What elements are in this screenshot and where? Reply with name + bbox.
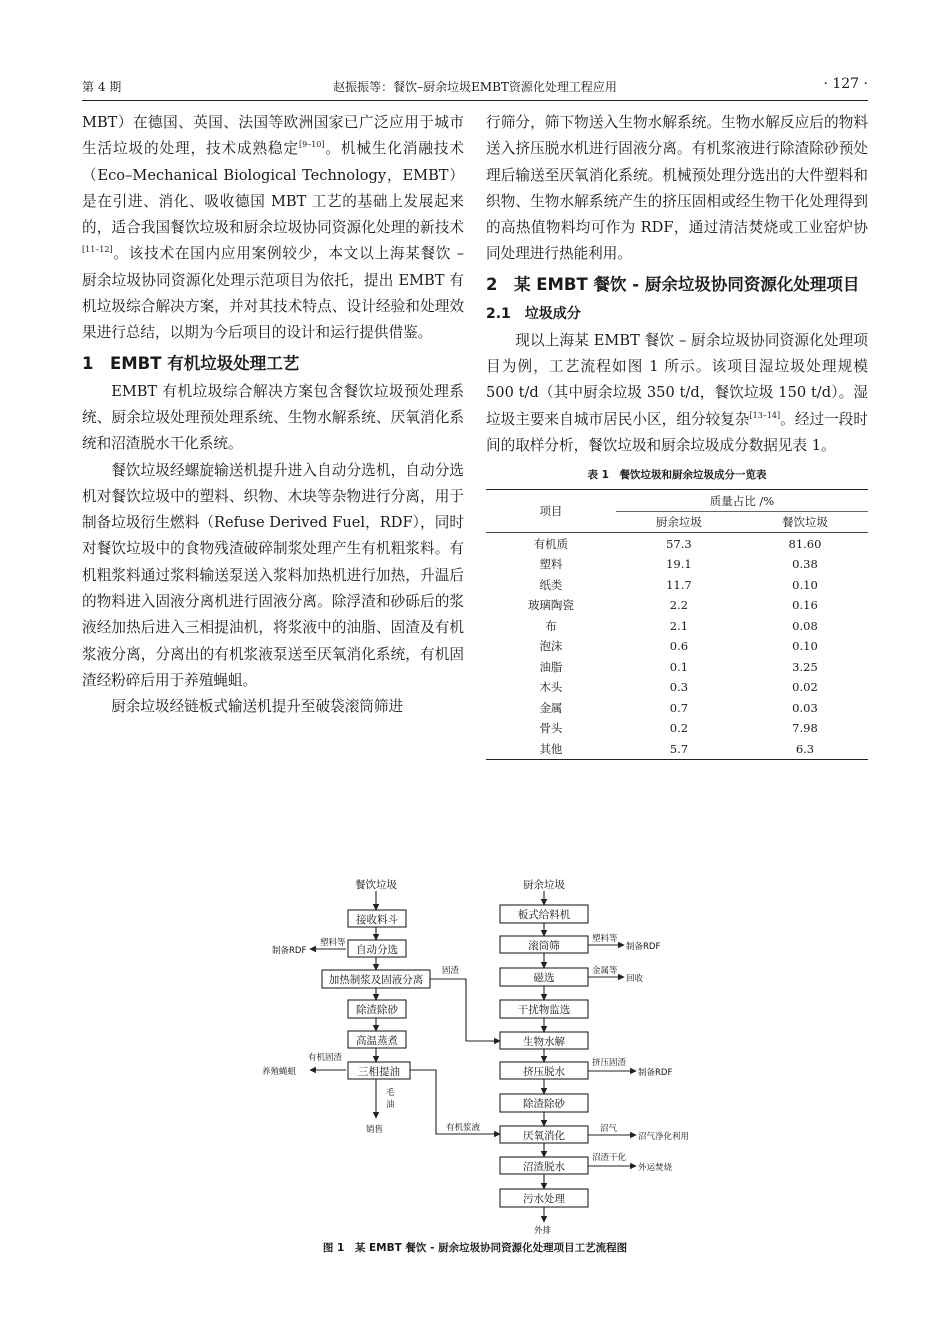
box-text: 接收料斗 (356, 914, 398, 926)
box-text: 滚筒筛 (528, 940, 560, 952)
label-press-solid: 挤压固渣 (592, 1058, 627, 1068)
cell-item: 泡沫 (539, 639, 563, 654)
label-rdf-right-1: 制备RDF (626, 942, 661, 952)
cell-item: 木头 (539, 680, 563, 695)
box-text: 加热制浆及固液分离 (328, 974, 424, 986)
composition-table (486, 489, 868, 760)
cell-item: 布 (545, 618, 557, 633)
cell-item: 金属 (539, 700, 563, 715)
box-text: 板式给料机 (517, 909, 571, 921)
cell-food: 3.25 (792, 659, 818, 674)
cell-food: 0.38 (792, 557, 818, 572)
cell-kitchen: 11.7 (666, 577, 692, 592)
cell-kitchen: 2.2 (669, 598, 689, 613)
table-row (486, 636, 868, 657)
cell-item: 玻璃陶瓷 (527, 598, 574, 613)
cell-food: 81.60 (788, 536, 822, 551)
label-discharge: 外排 (534, 1226, 552, 1236)
paragraph-composition (486, 328, 868, 459)
text-span: 。机械生化消融技术（Eco–Mechanical Biological Technology，EMBT）是在引进、消化、吸收德国 MBT 工艺的基础上发展起来的，适合我国餐饮垃圾和厨余垃圾协同资源化处理的新技术 (82, 140, 464, 237)
box-text: 除渣除砂 (523, 1098, 565, 1110)
paragraph-kitchen-waste-cont: 行筛分，筛下物送入生物水解系统。生物水解反应后的物料送入挤压脱水机进行固液分离。有机浆液进行除渣除砂预处理后输送至厌氧消化系统。机械预处理分选出的大件塑料和织物、生物水解系统产生的挤压固相或经生物干化处理得到的高热值物料均可作为 RDF，通过清洁焚烧或工业窑炉协同处理进行热能利用。 (486, 114, 868, 263)
cell-item: 其他 (486, 738, 616, 759)
running-title: 赵振振等：餐饮–厨余垃圾EMBT资源化处理工程应用 (333, 80, 617, 94)
cell-item: 纸类 (539, 577, 563, 592)
label-rdf-left: 制备RDF (272, 946, 307, 956)
box-text: 除渣除砂 (356, 1004, 398, 1016)
table-row (486, 677, 868, 698)
cell-food: 7.98 (792, 721, 818, 736)
label-crude-oil: 毛 (386, 1088, 395, 1098)
table-row (486, 656, 868, 677)
cell-food: 0.02 (792, 680, 818, 695)
table-row (486, 718, 868, 739)
section-heading-1: 1 EMBT 有机垃圾处理工艺 (82, 353, 300, 373)
paragraph-kitchen-waste: 厨余垃圾经链板式输送机提升至破袋滚筒筛进 (111, 698, 404, 716)
left-column (82, 110, 464, 721)
label-plastics-right: 塑料等 (592, 934, 618, 944)
box-text: 自动分选 (356, 944, 398, 956)
table-caption: 表 1 餐饮垃圾和厨余垃圾成分一览表 (587, 469, 767, 482)
label-plastics-left: 塑料等 (320, 938, 346, 948)
table-row (486, 697, 868, 718)
cell-kitchen: 0.1 (669, 659, 689, 674)
col-header-food: 餐饮垃圾 (742, 511, 868, 533)
cell-food: 0.08 (792, 618, 818, 633)
box-text: 厌氧消化 (523, 1130, 565, 1142)
cell-item: 塑料 (539, 557, 563, 572)
paragraph-intro (82, 110, 464, 347)
label-digestate-dry: 沼渣干化 (592, 1153, 627, 1163)
col-header-kitchen: 厨余垃圾 (616, 511, 742, 533)
section-heading-2: 2 某 EMBT 餐饮 - 厨余垃圾协同资源化处理项目 (486, 274, 860, 294)
label-organic-solid: 有机固渣 (308, 1053, 343, 1063)
figure-caption: 图 1 某 EMBT 餐饮 - 厨余垃圾协同资源化处理项目工艺流程图 (322, 1242, 628, 1254)
cell-kitchen: 19.1 (666, 557, 692, 572)
box-text: 挤压脱水 (523, 1066, 565, 1078)
cell-item: 骨头 (539, 721, 563, 736)
text-span: 现以上海某 EMBT 餐饮 – 厨余垃圾协同资源化处理项目为例，工艺流程如图 1 所示。该项目湿垃圾处理规模 500 t/d（其中厨余垃圾 350 t/d，餐饮垃圾 150 t/d）。湿垃圾主要来自城市居民小区，组分较复杂 (486, 331, 868, 428)
col-header-item: 项目 (486, 490, 616, 533)
process-flow-diagram (262, 876, 702, 1246)
cell-food: 0.10 (792, 577, 818, 592)
cell-food: 0.03 (792, 700, 818, 715)
box-text: 干扰物监选 (517, 1004, 571, 1016)
label-food-waste: 餐饮垃圾 (355, 879, 397, 891)
label-maggot: 养殖蝇蛆 (262, 1067, 297, 1077)
table-row (486, 738, 868, 759)
issue-number: 第 4 期 (82, 80, 122, 94)
label-recycle: 回收 (626, 974, 644, 984)
cell-food: 0.10 (792, 639, 818, 654)
label-organic-slurry: 有机浆液 (446, 1123, 481, 1133)
right-column (486, 110, 868, 760)
label-solid-residue: 固渣 (442, 966, 460, 976)
cell-item: 油脂 (539, 659, 563, 674)
box-text: 生物水解 (523, 1036, 565, 1048)
text-span: 。经过一段时间的取样分析，餐饮垃圾和厨余垃圾成分数据见表 1。 (486, 410, 868, 454)
label-incineration: 外运焚烧 (638, 1163, 673, 1173)
text-span: 。该技术在国内应用案例较少，本文以上海某餐饮 – 厨余垃圾协同资源化处理示范项目为依托，提出 EMBT 有机垃圾综合解决方案，并对其技术特点、设计经验和处理效果进行总结，以期为今后项目的设计和运行提供借鉴。 (82, 245, 464, 342)
cell-kitchen: 0.3 (669, 680, 689, 695)
cell-kitchen: 0.6 (669, 639, 689, 654)
label-sale: 销售 (366, 1125, 384, 1135)
cell-item: 有机质 (533, 536, 569, 551)
subsection-heading-2-1: 2.1 垃圾成分 (486, 305, 581, 322)
box-text: 污水处理 (523, 1193, 565, 1205)
text-span: MBT）在德国、英国、法国等欧洲国家已广泛应用于城市生活垃圾的处理，技术成熟稳定 (82, 114, 464, 158)
label-rdf-right-2: 制备RDF (638, 1068, 673, 1078)
label-crude-oil: 油 (386, 1100, 395, 1110)
cell-kitchen: 57.3 (666, 536, 692, 551)
cell-kitchen: 0.2 (669, 721, 689, 736)
label-kitchen-waste: 厨余垃圾 (523, 879, 565, 891)
label-biogas-use: 沼气净化利用 (638, 1132, 690, 1142)
table-row (486, 554, 868, 575)
col-header-mass-share: 质量占比 /% (616, 490, 868, 512)
cell-kitchen: 0.7 (669, 700, 689, 715)
running-header (82, 74, 868, 101)
box-text: 沼渣脱水 (523, 1161, 565, 1173)
box-text: 磁选 (533, 972, 555, 984)
label-metal: 金属等 (592, 966, 618, 976)
box-text: 三相提油 (358, 1066, 400, 1078)
paragraph-embt-overview: EMBT 有机垃圾综合解决方案包含餐饮垃圾预处理系统、厨余垃圾处理预处理系统、生物水解系统、厌氧消化系统和沼渣脱水干化系统。 (82, 382, 464, 453)
paragraph-food-waste: 餐饮垃圾经螺旋输送机提升进入自动分选机，自动分选机对餐饮垃圾中的塑料、织物、木块等杂物进行分离，用于制备垃圾衍生燃料（Refuse Derived Fuel，RDF），同时对餐饮垃圾中的食物残渣破碎制浆处理产生有机粗浆料。有机粗浆料通过浆料输送泵送入浆料加热机进行加热，升温后的物料进入固液分离机进行固液分离。除浮渣和砂砾后的浆液经加热后进入三相提油机，将浆液中的油脂、固渣及有机浆液分离，分离出的有机浆液泵送至厌氧消化系统，有机固渣经粉碎后用于养殖蝇蛆。 (82, 461, 464, 689)
page-number: · 127 · (823, 76, 868, 92)
table-row (486, 595, 868, 616)
box-text: 高温蒸煮 (356, 1035, 398, 1047)
table-row (486, 615, 868, 636)
citation: [11–12] (82, 245, 113, 255)
citation: [13–14] (749, 410, 781, 420)
table-row (486, 533, 868, 554)
cell-kitchen: 5.7 (616, 738, 742, 759)
cell-food: 6.3 (742, 738, 868, 759)
cell-food: 0.16 (792, 598, 818, 613)
citation: [9–10] (298, 140, 325, 150)
table-row (486, 574, 868, 595)
cell-kitchen: 2.1 (669, 618, 689, 633)
label-biogas: 沼气 (600, 1124, 618, 1134)
